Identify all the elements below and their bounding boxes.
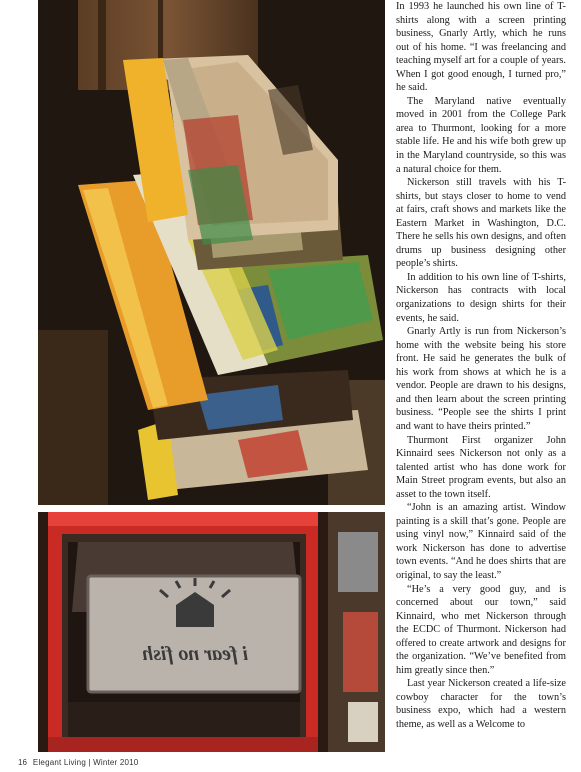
- squeegees-illustration: [38, 0, 385, 505]
- article-paragraph: “John is an amazing artist. Window painting is a skill that’s gone. People are using vinyl now,” Kinnaird said of the work Nickerson has done to advertise town events. “And he does shirts that are original, to say the least.”: [396, 502, 566, 581]
- publication-line: Elegant Living | Winter 2010: [32, 758, 139, 767]
- screen-print-text: i fear no fish: [141, 643, 249, 665]
- screen-frame-photo: [38, 512, 385, 752]
- article-paragraph: In 1993 he launched his own line of T-shirts along with a screen printing business, Gnarly Artly, which he runs out of his home. “I was freelancing and teaching myself art for a couple of years. When I got good enough, I turned pro,” he said.: [396, 1, 566, 94]
- squeegees-photo: [38, 0, 385, 505]
- article-paragraph: In addition to his own line of T-shirts, Nickerson has contracts with local organizations to design shirts for their events, he said.: [396, 271, 566, 324]
- screen-frame-illustration: [38, 512, 385, 752]
- article-paragraph: “He’s a very good guy, and is concerned about our town,” said Kinnaird, who met Nickerson through the ECDC of Thurmont. Nickerson had offered to create artwork and designs for the organization. “We’ve benefited from him greatly since then.”: [396, 583, 566, 676]
- page-number: 16: [18, 758, 27, 767]
- article-paragraph: Gnarly Artly is run from Nickerson’s home with the website being his store front. He said he generates the bulk of his work from shows at which he is a vendor. People are drawn to his designs, and then learn about the screen printing business. “People see the shirts I print and want to have theirs printed.”: [396, 326, 566, 432]
- article-paragraph: Last year Nickerson created a life-size cowboy character for the town’s business expo, which had a western theme, as well as a Welcome to: [396, 678, 566, 730]
- page-footer: [18, 757, 378, 769]
- article-column: [396, 0, 566, 752]
- article-paragraph: Nickerson still travels with his T-shirts, but stays closer to home to vend at fairs, craft shows and markets like the Eastern Market in Washington, D.C. There he sells his own designs, and often drums up business designing other people’s shirts.: [396, 177, 566, 270]
- article-paragraph: The Maryland native eventually moved in 2001 from the College Park area to Thurmont, looking for a more stable life. He and his wife both grew up in the Maryland countryside, so this was a natural choice for them.: [396, 95, 566, 175]
- article-paragraph: Thurmont First organizer John Kinnaird sees Nickerson not only as a talented artist who has done work for Main Street program events, but also an asset to the town itself.: [396, 434, 566, 500]
